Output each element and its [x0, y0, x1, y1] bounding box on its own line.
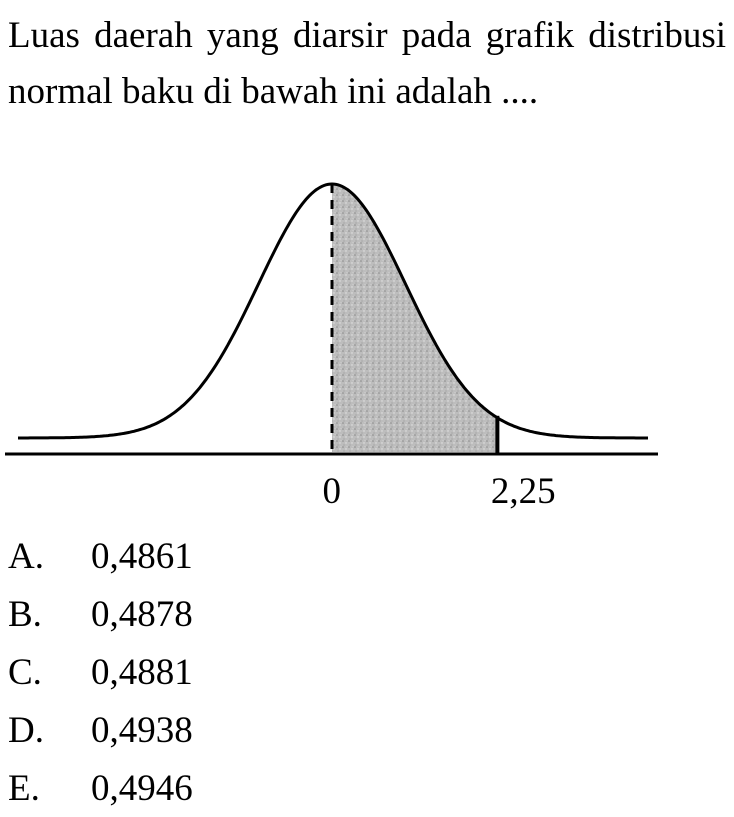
option-d[interactable] [8, 701, 193, 759]
option-b[interactable] [8, 585, 193, 643]
normal-distribution-figure [0, 170, 734, 520]
option-letter: D. [8, 709, 44, 751]
option-letter: B. [8, 593, 42, 635]
option-value: 0,4878 [91, 593, 193, 635]
option-c[interactable] [8, 643, 193, 701]
answer-options [8, 527, 193, 817]
option-letter: A. [8, 535, 44, 577]
option-letter: C. [8, 651, 42, 693]
normal-curve-graph [0, 170, 734, 470]
question-text: Luas daerah yang diarsir pada grafik distribusi normal baku di bawah ini adalah .... [8, 15, 726, 112]
shaded-area [332, 184, 497, 452]
tick-label-2-25: 2,25 [490, 471, 556, 512]
option-value: 0,4881 [91, 651, 193, 693]
option-a[interactable] [8, 527, 193, 585]
option-e[interactable] [8, 759, 193, 817]
option-value: 0,4946 [91, 767, 193, 809]
option-letter: E. [8, 767, 40, 809]
option-value: 0,4861 [91, 535, 193, 577]
option-value: 0,4938 [91, 709, 193, 751]
tick-label-zero: 0 [322, 471, 341, 512]
